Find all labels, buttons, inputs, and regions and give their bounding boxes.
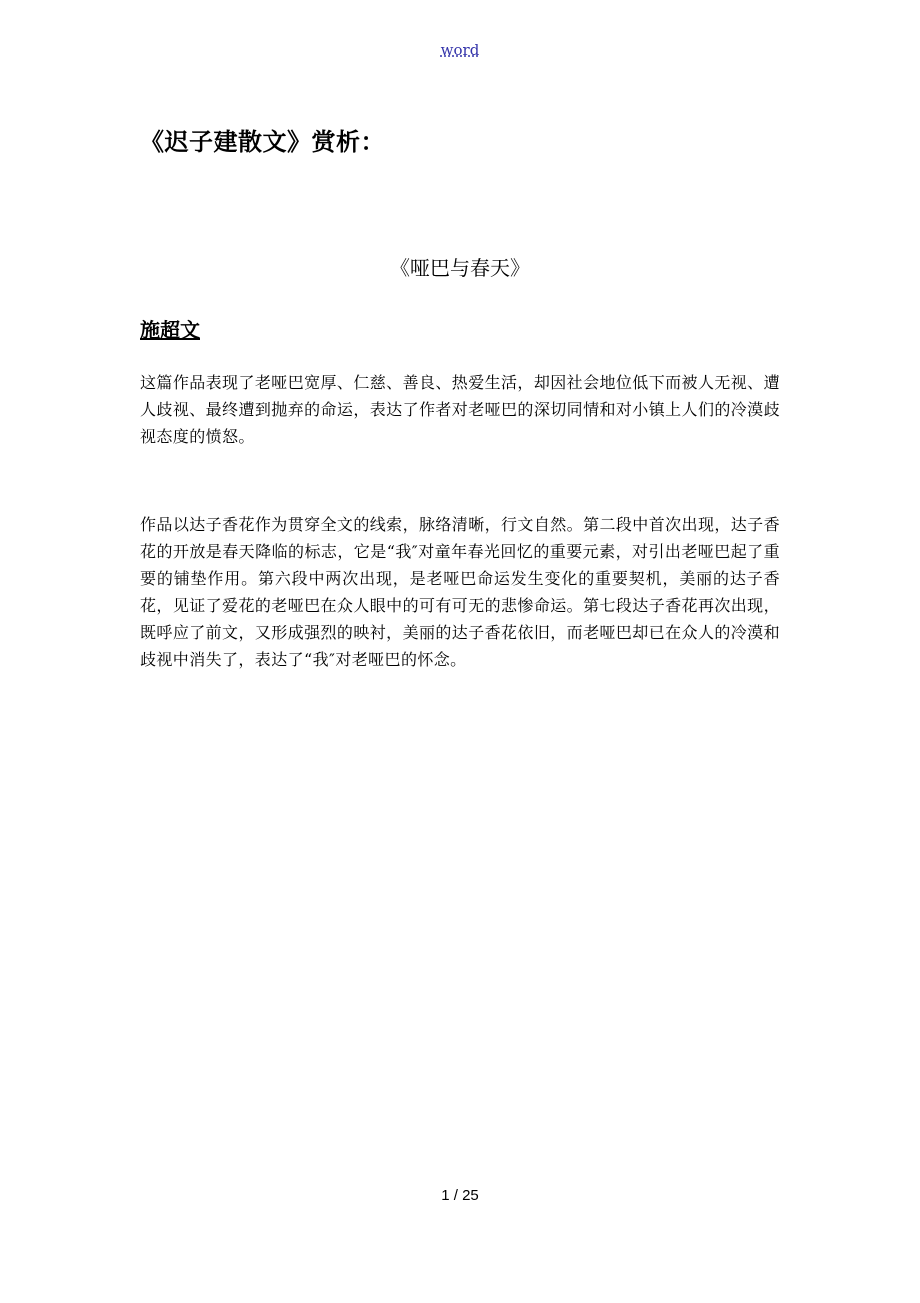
essay-title: 《哑巴与春天》: [390, 256, 530, 280]
body-paragraph: 作品以达子香花作为贯穿全文的线索，脉络清晰，行文自然。第二段中首次出现，达子香花的开放是春天降临的标志，它是“我″对童年春光回忆的重要元素，对引出老哑巴起了重要的铺垫作用。第六段中两次出现，是老哑巴命运发生变化的重要契机，美丽的达子香花，见证了爱花的老哑巴在众人眼中的可有可无的悲惨命运。第七段达子香花再次出现，既呼应了前文，又形成强烈的映衬，美丽的达子香花依旧，而老哑巴却已在众人的冷漠和歧视中消失了，表达了“我″对老哑巴的怀念。: [140, 515, 780, 669]
header-word-label: word: [440, 41, 480, 59]
author-name: 施超文: [140, 318, 200, 342]
body-paragraph: 这篇作品表现了老哑巴宽厚、仁慈、善良、热爱生活，却因社会地位低下而被人无视、遭人歧视、最终遭到抛弃的命运，表达了作者对老哑巴的深切同情和对小镇上人们的冷漠歧视态度的愤怒。: [140, 373, 780, 446]
document-main-title: 《迟子建散文》赏析：: [140, 128, 385, 156]
page-number-indicator: 1 / 25: [441, 1187, 479, 1204]
